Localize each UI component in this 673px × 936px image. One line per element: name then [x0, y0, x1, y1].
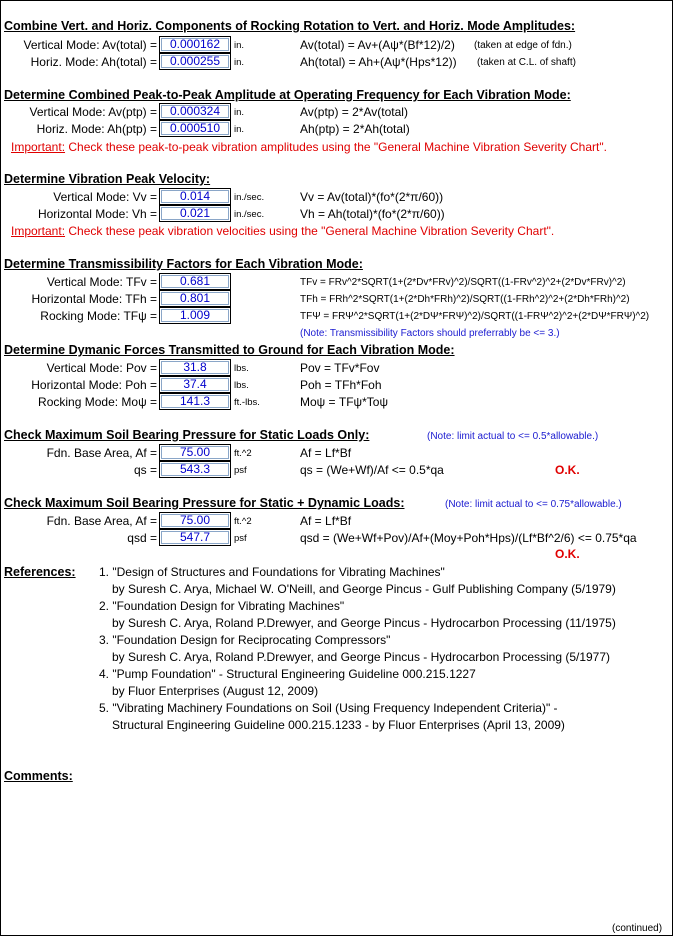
section-title-dynamic-bearing: Check Maximum Soil Bearing Pressure for Static + Dynamic Loads:: [4, 496, 405, 510]
value-af-static[interactable]: 75.00: [159, 444, 231, 461]
formula-vv: Vv = Av(total)*(fo*(2*π/60)): [300, 190, 444, 204]
note-static-limit: (Note: limit actual to <= 0.5*allowable.): [427, 431, 599, 442]
unit-mopsi: ft.-lbs.: [234, 397, 260, 408]
section-title-static-bearing: Check Maximum Soil Bearing Pressure for Static Loads Only:: [4, 428, 370, 442]
reference-line: by Fluor Enterprises (August 12, 2009): [112, 684, 319, 698]
important-text: Check these peak-to-peak vibration amplitudes using the "General Machine Vibration Severity Chart".: [65, 140, 607, 154]
note-ah-total: (taken at C.L. of shaft): [477, 57, 576, 68]
formula-af-static: Af = Lf*Bf: [300, 446, 352, 460]
status-ok-static: O.K.: [555, 463, 580, 477]
value-ah-ptp[interactable]: 0.000510: [159, 120, 231, 137]
value-av-total[interactable]: 0.000162: [159, 36, 231, 53]
status-ok-dynamic: O.K.: [555, 547, 580, 561]
value-qs[interactable]: 543.3: [159, 461, 231, 478]
value-pov[interactable]: 31.8: [159, 359, 231, 376]
comments-title: Comments:: [4, 769, 73, 783]
value-av-ptp[interactable]: 0.000324: [159, 103, 231, 120]
value-qsd[interactable]: 547.7: [159, 529, 231, 546]
unit-vh: in./sec.: [234, 209, 265, 220]
value-af-dynamic[interactable]: 75.00: [159, 512, 231, 529]
continued-label: (continued): [612, 923, 663, 934]
label-tfpsi: Rocking Mode: TFψ =: [40, 309, 157, 323]
label-vh: Horizontal Mode: Vh =: [37, 207, 157, 221]
unit-vv: in./sec.: [234, 192, 265, 203]
reference-line: Structural Engineering Guideline 000.215.1233 - by Fluor Enterprises (April 13, 2009): [112, 718, 565, 732]
label-ah-ptp: Horiz. Mode: Ah(ptp) =: [36, 122, 157, 136]
reference-line: 2. "Foundation Design for Vibrating Machines": [99, 599, 345, 613]
formula-af-dynamic: Af = Lf*Bf: [300, 514, 352, 528]
reference-line: by Suresh C. Arya, Michael W. O'Neill, and George Pincus - Gulf Publishing Company (5/1979): [112, 582, 616, 596]
value-tfh[interactable]: 0.801: [159, 290, 231, 307]
formula-mopsi: Moψ = TFψ*Toψ: [300, 395, 389, 409]
label-poh: Horizontal Mode: Poh =: [31, 378, 157, 392]
label-tfh: Horizontal Mode: TFh =: [31, 292, 157, 306]
unit-ah-ptp: in.: [234, 124, 245, 135]
unit-poh: lbs.: [234, 380, 249, 391]
unit-af-static: ft.^2: [234, 448, 252, 459]
section-title-velocity: Determine Vibration Peak Velocity:: [4, 172, 211, 186]
value-vv[interactable]: 0.014: [159, 188, 231, 205]
important-label: Important:: [11, 140, 66, 154]
section-title-transmissibility: Determine Transmissibility Factors for Each Vibration Mode:: [4, 257, 363, 271]
label-pov: Vertical Mode: Pov =: [46, 361, 157, 375]
label-qs: qs =: [133, 463, 157, 477]
reference-line: 4. "Pump Foundation" - Structural Engineering Guideline 000.215.1227: [99, 667, 476, 681]
unit-qs: psf: [234, 465, 247, 476]
reference-line: 5. "Vibrating Machinery Foundations on Soil (Using Frequency Independent Criteria)" -: [99, 701, 558, 715]
unit-av-total: in.: [234, 40, 245, 51]
label-mopsi: Rocking Mode: Moψ =: [38, 395, 157, 409]
formula-tfh: TFh = FRh^2*SQRT(1+(2*Dh*FRh)^2)/SQRT((1-FRh^2)^2+(2*Dh*FRh)^2): [300, 294, 630, 305]
unit-pov: lbs.: [234, 363, 249, 374]
label-tfv: Vertical Mode: TFv =: [46, 275, 157, 289]
reference-line: by Suresh C. Arya, Roland P.Drewyer, and George Pincus - Hydrocarbon Processing (5/1977): [112, 650, 611, 664]
value-tfpsi[interactable]: 1.009: [159, 307, 231, 324]
important-note-ptp: [11, 140, 607, 154]
formula-ah-total: Ah(total) = Ah+(Aψ*(Hps*12)): [300, 55, 457, 69]
formula-av-ptp: Av(ptp) = 2*Av(total): [300, 105, 408, 119]
label-ah-total: Horiz. Mode: Ah(total) =: [30, 55, 157, 69]
reference-line: by Suresh C. Arya, Roland P.Drewyer, and George Pincus - Hydrocarbon Processing (11/1975): [112, 616, 616, 630]
formula-qs: qs = (We+Wf)/Af <= 0.5*qa: [300, 463, 444, 477]
section-title-rocking: Combine Vert. and Horiz. Components of Rocking Rotation to Vert. and Horiz. Mode Amplitudes:: [4, 19, 576, 33]
formula-av-total: Av(total) = Av+(Aψ*(Bf*12)/2): [300, 38, 455, 52]
value-mopsi[interactable]: 141.3: [159, 393, 231, 410]
important-label: Important:: [11, 224, 66, 238]
unit-ah-total: in.: [234, 57, 245, 68]
value-tfv[interactable]: 0.681: [159, 273, 231, 290]
formula-vh: Vh = Ah(total)*(fo*(2*π/60)): [300, 207, 445, 221]
formula-ah-ptp: Ah(ptp) = 2*Ah(total): [300, 122, 410, 136]
label-av-total: Vertical Mode: Av(total) =: [23, 38, 157, 52]
label-vv: Vertical Mode: Vv =: [53, 190, 157, 204]
reference-line: 3. "Foundation Design for Reciprocating Compressors": [99, 633, 391, 647]
value-ah-total[interactable]: 0.000255: [159, 53, 231, 70]
unit-qsd: psf: [234, 533, 247, 544]
label-av-ptp: Vertical Mode: Av(ptp) =: [29, 105, 157, 119]
label-qsd: qsd =: [127, 531, 157, 545]
formula-tfpsi: TFΨ = FRΨ^2*SQRT(1+(2*DΨ*FRΨ)^2)/SQRT((1-FRΨ^2)^2+(2*DΨ*FRΨ)^2): [300, 311, 650, 322]
value-vh[interactable]: 0.021: [159, 205, 231, 222]
section-title-dynamic-forces: Determine Dymanic Forces Transmitted to Ground for Each Vibration Mode:: [4, 343, 455, 357]
important-note-velocity: [11, 224, 554, 238]
important-text: Check these peak vibration velocities using the "General Machine Vibration Severity Chart".: [65, 224, 555, 238]
label-af-static: Fdn. Base Area, Af =: [46, 446, 157, 460]
label-af-dynamic: Fdn. Base Area, Af =: [46, 514, 157, 528]
note-transmissibility: (Note: Transmissibility Factors should preferrably be <= 3.): [300, 328, 560, 339]
formula-tfv: TFv = FRv^2*SQRT(1+(2*Dv*FRv)^2)/SQRT((1-FRv^2)^2+(2*Dv*FRv)^2): [300, 277, 626, 288]
formula-poh: Poh = TFh*Foh: [300, 378, 382, 392]
formula-qsd: qsd = (We+Wf+Pov)/Af+(Moy+Poh*Hps)/(Lf*Bf^2/6) <= 0.75*qa: [300, 531, 637, 545]
value-poh[interactable]: 37.4: [159, 376, 231, 393]
note-av-total: (taken at edge of fdn.): [474, 40, 572, 51]
unit-av-ptp: in.: [234, 107, 245, 118]
note-dynamic-limit: (Note: limit actual to <= 0.75*allowable.): [445, 499, 622, 510]
reference-line: 1. "Design of Structures and Foundations for Vibrating Machines": [99, 565, 445, 579]
unit-af-dynamic: ft.^2: [234, 516, 252, 527]
formula-pov: Pov = TFv*Fov: [300, 361, 380, 375]
section-title-peak-to-peak: Determine Combined Peak-to-Peak Amplitude at Operating Frequency for Each Vibration Mode:: [4, 88, 571, 102]
references-title: References:: [4, 565, 76, 579]
